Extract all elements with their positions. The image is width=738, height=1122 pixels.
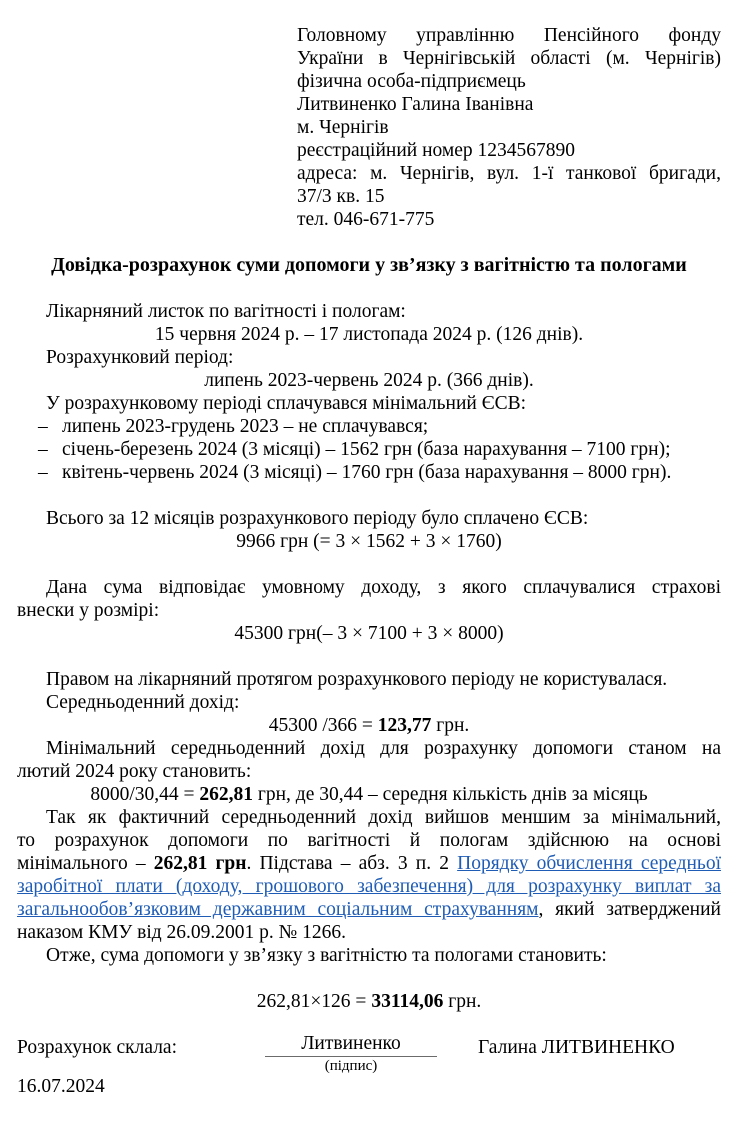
basis-text: . Підстава – абз. 3 п. 2	[246, 853, 458, 874]
esv-intro: У розрахунковому періоді сплачувався мінімальний ЄСВ:	[46, 393, 526, 414]
basis-paragraph-line	[17, 852, 721, 875]
sick-leave-label: Лікарняний листок по вагітності і пологам:	[46, 301, 406, 322]
dash-bullet-icon: –	[38, 462, 48, 483]
prepared-by-label: Розрахунок склала:	[17, 1037, 177, 1058]
daily-income-label: Середньоденний дохід:	[46, 692, 240, 713]
sick-leave-period: 15 червня 2024 р. – 17 листопада 2024 р. (126 днів).	[154, 324, 584, 345]
signatory-full-name: Галина ЛИТВИНЕНКО	[478, 1037, 675, 1058]
basis-paragraph-line: Так як фактичний середньоденний дохід вийшов меншим за мінімальний,	[46, 807, 721, 828]
minimum-formula	[17, 783, 721, 806]
minimum-paragraph-line: Мінімальний середньоденний дохід для розрахунку допомоги станом на	[46, 738, 721, 759]
basis-min-amount: 262,81 грн	[153, 853, 247, 874]
conclusion-intro: Отже, сума допомоги у зв’язку з вагітністю та пологами становить:	[46, 945, 607, 966]
esv-total-label: Всього за 12 місяців розрахункового періоду було сплачено ЄСВ:	[46, 508, 589, 529]
recipient-line: м. Чернігів	[297, 117, 389, 138]
procedure-hyperlink[interactable]: Порядку обчислення середньої	[457, 853, 721, 874]
recipient-line: тел. 046-671-775	[297, 209, 435, 230]
basis-paragraph-line	[17, 875, 721, 898]
esv-bullet-item	[17, 415, 721, 438]
formula-text: грн, де 30,44 – середня кількість днів за місяць	[252, 784, 648, 805]
signature-area	[265, 1032, 437, 1075]
formula-text: 8000/30,44 =	[90, 784, 200, 805]
signature-block	[17, 1033, 721, 1122]
signature-line: Литвиненко	[265, 1032, 437, 1057]
basis-paragraph-line	[17, 898, 721, 921]
recipient-line: Головному управлінню Пенсійного фонду	[297, 25, 721, 46]
formula-result: 262,81	[199, 784, 253, 805]
basis-text: , який затверджений	[538, 899, 721, 920]
daily-income-formula	[17, 714, 721, 737]
formula-result: 123,77	[377, 715, 432, 736]
procedure-hyperlink[interactable]: загальнообов’язковим державним соціальним страхуванням	[17, 899, 539, 920]
esv-total-formula: 9966 грн (= 3 × 1562 + 3 × 1760)	[236, 531, 502, 552]
esv-bullet-item	[17, 438, 721, 461]
basis-paragraph-line: наказом КМУ від 26.09.2001 р. № 1266.	[17, 922, 347, 943]
recipient-line: 37/3 кв. 15	[297, 186, 385, 207]
formula-text: 262,81×126 =	[256, 991, 372, 1012]
dash-bullet-icon: –	[38, 439, 48, 460]
income-formula: 45300 грн(– 3 × 7100 + 3 × 8000)	[234, 623, 504, 644]
formula-text: 45300 /366 =	[268, 715, 378, 736]
benefit-total-formula	[17, 990, 721, 1013]
signature-caption: (підпис)	[324, 1058, 378, 1074]
recipient-line: адреса: м. Чернігів, вул. 1-ї танкової бригади,	[297, 163, 721, 184]
dash-bullet-icon: –	[38, 416, 48, 437]
document-date: 16.07.2024	[17, 1076, 105, 1097]
recipient-line: Литвиненко Галина Іванівна	[297, 94, 534, 115]
recipient-line: України в Чернігівській області (м. Чернігів)	[297, 48, 721, 69]
minimum-paragraph-line: лютий 2024 року становить:	[17, 761, 252, 782]
formula-text: грн.	[431, 715, 470, 736]
income-paragraph-line: внески у розмірі:	[17, 600, 160, 621]
recipient-line: фізична особа-підприємець	[297, 71, 526, 92]
basis-text: мінімального –	[17, 853, 154, 874]
esv-item-text: липень 2023-грудень 2023 – не сплачувався;	[62, 416, 429, 437]
basis-paragraph-line: то розрахунок допомоги по вагітності й пологам здійснюю на основі	[17, 830, 721, 851]
formula-result: 33114,06	[371, 991, 444, 1012]
income-paragraph-line: Дана сума відповідає умовному доходу, з якого сплачувалися страхові	[46, 577, 721, 598]
formula-text: грн.	[443, 991, 482, 1012]
document-title: Довідка-розрахунок суми допомоги у зв’язку з вагітністю та пологами	[51, 254, 687, 276]
no-sick-leave-note: Правом на лікарняний протягом розрахункового періоду не користувалася.	[46, 669, 668, 690]
calc-period-value: липень 2023-червень 2024 р. (366 днів).	[204, 370, 534, 391]
esv-item-text: січень-березень 2024 (3 місяці) – 1562 грн (база нарахування – 7100 грн);	[62, 439, 671, 460]
esv-bullet-item	[17, 461, 721, 484]
procedure-hyperlink[interactable]: заробітної плати (доходу, грошового забезпечення) для розрахунку виплат за	[17, 876, 721, 897]
calc-period-label: Розрахунковий період:	[46, 347, 234, 368]
recipient-block	[297, 24, 721, 231]
recipient-line: реєстраційний номер 1234567890	[297, 140, 575, 161]
esv-item-text: квітень-червень 2024 (3 місяці) – 1760 грн (база нарахування – 8000 грн).	[62, 462, 672, 483]
